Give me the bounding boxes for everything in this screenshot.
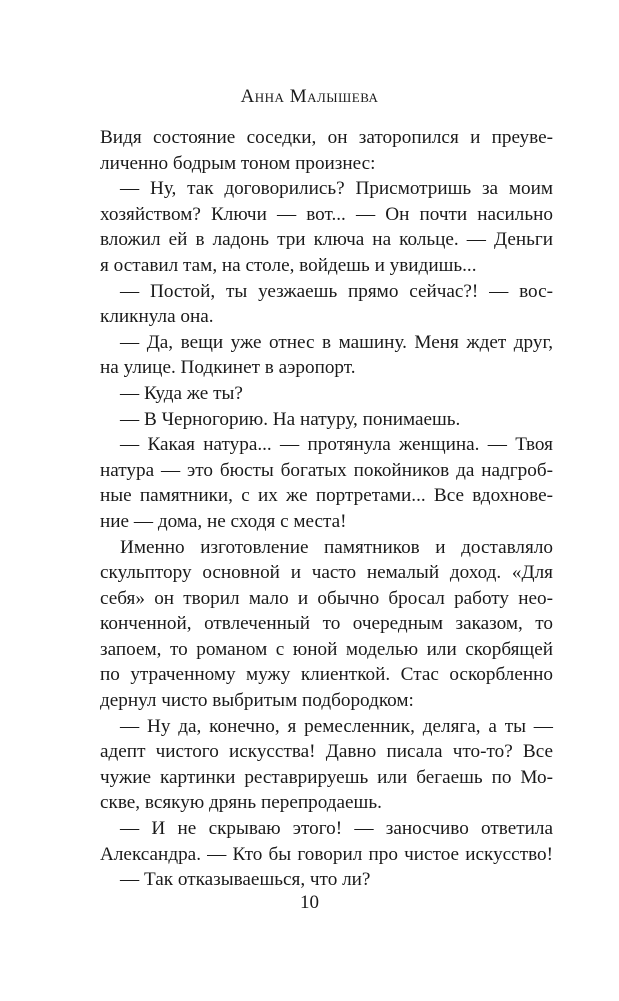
text-line: Видя состояние соседки, он заторопился и преуве- xyxy=(100,127,553,148)
running-header-author: Анна Малышева xyxy=(240,86,379,107)
page-number: 10 xyxy=(300,892,319,913)
text-line: запоем, то романом с юной моделью или скорбящей xyxy=(100,638,553,660)
text-line: скве, всякую дрянь перепродаешь. xyxy=(100,792,382,814)
text-line: Александра. — Кто бы говорил про чистое искусство! xyxy=(100,843,553,865)
text-line: кликнула она. xyxy=(100,306,214,328)
text-line: скульптору основной и часто немалый доход. «Для xyxy=(100,562,553,584)
text-line: — Постой, ты уезжаешь прямо сейчас?! — вос- xyxy=(120,280,553,302)
text-line: — И не скрываю этого! — заносчиво ответила xyxy=(120,818,553,840)
text-line: вложил ей в ладонь три ключа на кольце. — Деньги xyxy=(100,229,553,251)
text-line: себя» он творил мало и обычно бросал работу нео- xyxy=(100,587,553,609)
text-line: — Да, вещи уже отнес в машину. Меня ждет друг, xyxy=(120,331,553,353)
text-line: натура — это бюсты богатых покойников да надгроб- xyxy=(100,459,553,481)
text-line: личенно бодрым тоном произнес: xyxy=(100,152,376,174)
text-line: по утраченному мужу клиенткой. Стас оскорбленно xyxy=(100,664,553,686)
text-line: — В Черногорию. На натуру, понимаешь. xyxy=(120,408,461,430)
text-line: я оставил там, на столе, войдешь и увидишь... xyxy=(100,254,477,276)
text-line: — Так отказываешься, что ли? xyxy=(120,869,371,891)
text-line: на улице. Подкинет в аэропорт. xyxy=(100,357,356,379)
text-line: дернул чисто выбритым подбородком: xyxy=(100,690,414,712)
text-line: ние — дома, не сходя с места! xyxy=(100,510,347,532)
text-line: — Куда же ты? xyxy=(120,382,243,404)
text-line: конченной, отвлеченный то очередным заказом, то xyxy=(100,613,553,635)
text-line: чужие картинки реставрируешь или бегаешь по Мо- xyxy=(100,766,553,788)
text-line: адепт чистого искусства! Давно писала что-то? Все xyxy=(100,741,553,763)
text-line: — Какая натура... — протянула женщина. — Твоя xyxy=(120,434,553,456)
text-line: ные памятники, с их же портретами... Все вдохнове- xyxy=(100,485,553,507)
text-line: хозяйством? Ключи — вот... — Он почти насильно xyxy=(100,203,553,225)
text-line: — Ну да, конечно, я ремесленник, деляга, а ты — xyxy=(120,715,553,737)
text-line: — Ну, так договорились? Присмотришь за моим xyxy=(120,178,553,200)
text-line: Именно изготовление памятников и доставляло xyxy=(120,536,553,558)
body-text xyxy=(100,125,553,893)
